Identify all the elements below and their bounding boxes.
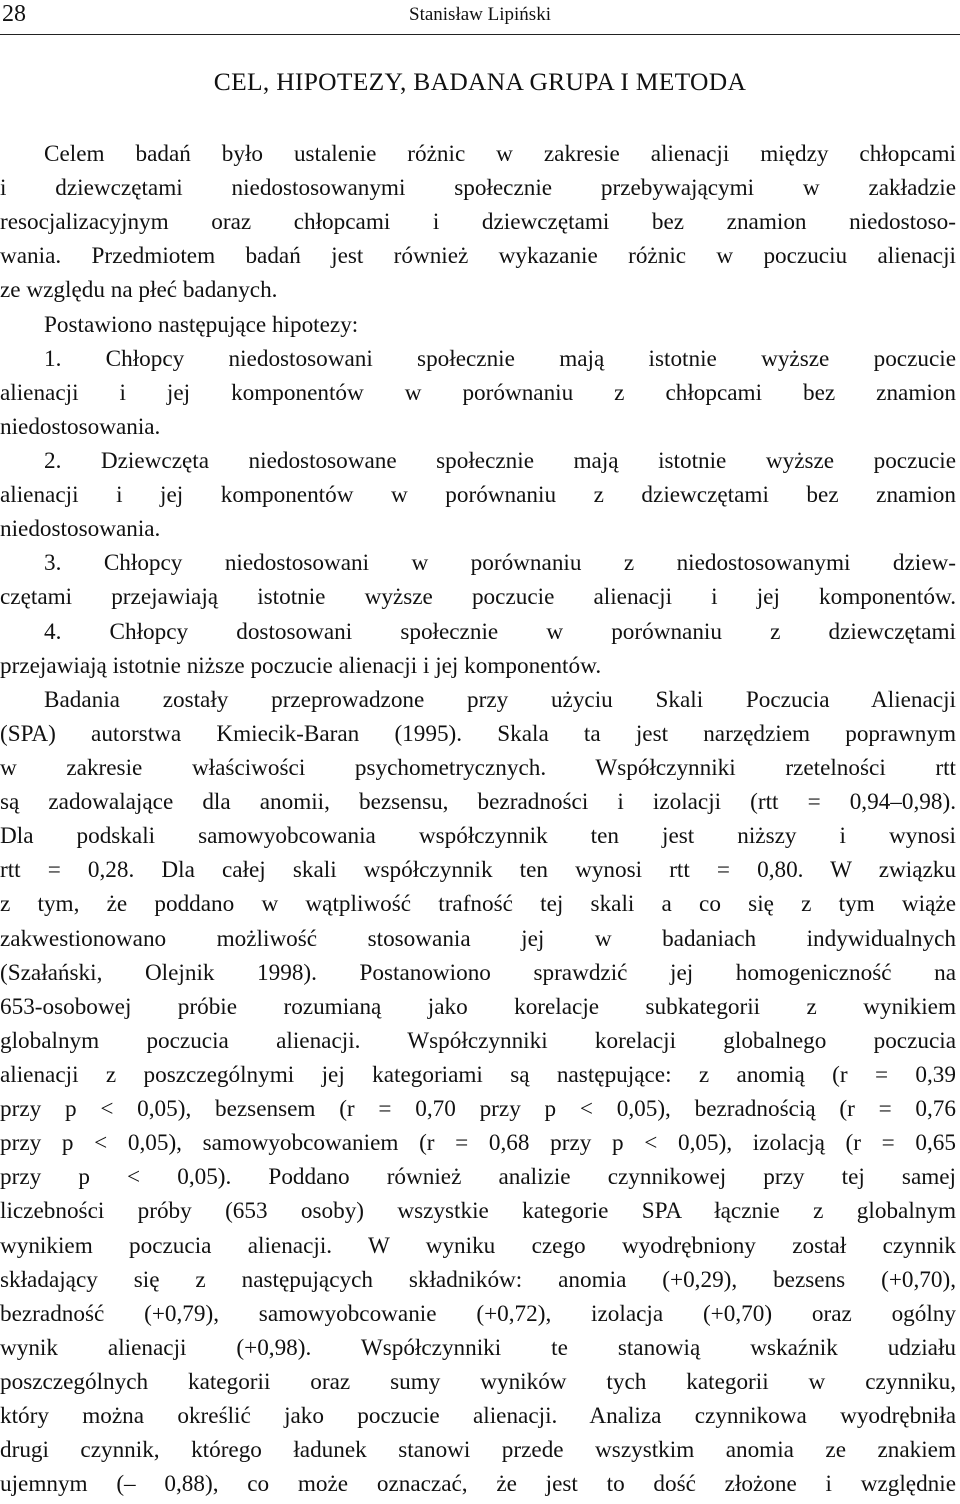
body-line: alienacji i jej komponentów w porównaniu z chłopcami bez znamion [0,379,956,406]
body-line: 2. Dziewczęta niedostosowane społecznie mają istotnie wyższe poczucie [44,447,956,474]
body-line: czętami przejawiają istotnie wyższe poczucie alienacji i jej komponentów. [0,584,956,611]
body-line: liczebności próby (653 osoby) wszystkie kategorie SPA łącznie z globalnym [0,1198,956,1225]
body-line: w zakresie właściwości psychometrycznych. Współczynniki rzetelności rtt [0,754,956,781]
body-line: alienacji z poszczególnymi jej kategoriami są następujące: z anomią (r = 0,39 [0,1061,956,1088]
body-line: globalnym poczucia alienacji. Współczynniki korelacji globalnego poczucia [0,1027,956,1054]
body-line: zakwestionowano możliwość stosowania jej w badaniach indywidualnych [0,925,956,952]
body-line: Postawiono następujące hipotezy: [44,311,359,338]
body-line: składający się z następujących składników: anomia (+0,29), bezsens (+0,70), [0,1266,956,1293]
body-line: 1. Chłopcy niedostosowani społecznie mają istotnie wyższe poczucie [44,345,956,372]
body-line: wynikiem poczucia alienacji. W wyniku czego wyodrębniony został czynnik [0,1232,956,1259]
body-line: alienacji i jej komponentów w porównaniu z dziewczętami bez znamion [0,482,956,509]
body-line: wynik alienacji (+0,98). Współczynniki te stanowią wskaźnik udziału [0,1334,956,1361]
body-line: 3. Chłopcy niedostosowani w porównaniu z niedostosowanymi dziew- [44,550,956,577]
body-line: niedostosowania. [0,516,161,543]
body-line: przy p < 0,05). Poddano również analizie czynnikowej przy tej samej [0,1164,956,1191]
body-line: (Szałański, Olejnik 1998). Postanowiono sprawdzić jej homogeniczność na [0,959,956,986]
body-line: rtt = 0,28. Dla całej skali współczynnik ten wynosi rtt = 0,80. W związku [0,857,956,884]
page-header [0,0,960,35]
page-number: 28 [2,1,26,27]
body-line: przejawiają istotnie niższe poczucie alienacji i jej komponentów. [0,652,602,679]
body-line: resocjalizacyjnym oraz chłopcami i dziewczętami bez znamion niedostoso- [0,209,956,236]
body-line: Dla podskali samowyobcowania współczynnik ten jest niższy i wynosi [0,823,956,850]
body-line: ujemnym (– 0,88), co może oznaczać, że jest to dość złożone i względnie [0,1471,956,1498]
body-line: są zadowalające dla anomii, bezsensu, bezradności i izolacji (rtt = 0,94–0,98). [0,789,956,816]
body-line: przy p < 0,05), bezsensem (r = 0,70 przy p < 0,05), bezradnością (r = 0,76 [0,1096,956,1123]
body-line: i dziewczętami niedostosowanymi społecznie przebywającymi w zakładzie [0,175,956,202]
body-line: poszczególnych kategorii oraz sumy wyników tych kategorii w czynniku, [0,1368,956,1395]
body-line: przy p < 0,05), samowyobcowaniem (r = 0,68 przy p < 0,05), izolacją (r = 0,65 [0,1130,956,1157]
body-line: wania. Przedmiotem badań jest również wykazanie różnic w poczuciu alienacji [0,243,956,270]
body-line: 4. Chłopcy dostosowani społecznie w porównaniu z dziewczętami [44,618,956,645]
section-heading: CEL, HIPOTEZY, BADANA GRUPA I METODA [213,67,747,96]
body-line: Celem badań było ustalenie różnic w zakresie alienacji między chłopcami [44,141,956,167]
body-line: Badania zostały przeprowadzone przy użyciu Skali Poczucia Alienacji [44,686,956,713]
body-line: ze względu na płeć badanych. [0,277,278,304]
body-line: niedostosowania. [0,413,161,440]
body-line: drugi czynnik, którego ładunek stanowi przede wszystkim anomia ze znakiem [0,1437,956,1464]
body-line: 653-osobowej próbie rozumianą jako korelacje subkategorii z wynikiem [0,993,956,1020]
body-line: bezradność (+0,79), samowyobcowanie (+0,72), izolacja (+0,70) oraz ogólny [0,1300,956,1327]
body-line: który można określić jako poczucie alienacji. Analiza czynnikowa wyodrębniła [0,1403,956,1430]
body-line: (SPA) autorstwa Kmiecik-Baran (1995). Skala ta jest narzędziem poprawnym [0,720,956,747]
body-line: z tym, że poddano w wątpliwość trafność tej skali a co się z tym wiąże [0,891,956,918]
body-text [0,137,960,1501]
running-head: Stanisław Lipiński [409,4,551,25]
